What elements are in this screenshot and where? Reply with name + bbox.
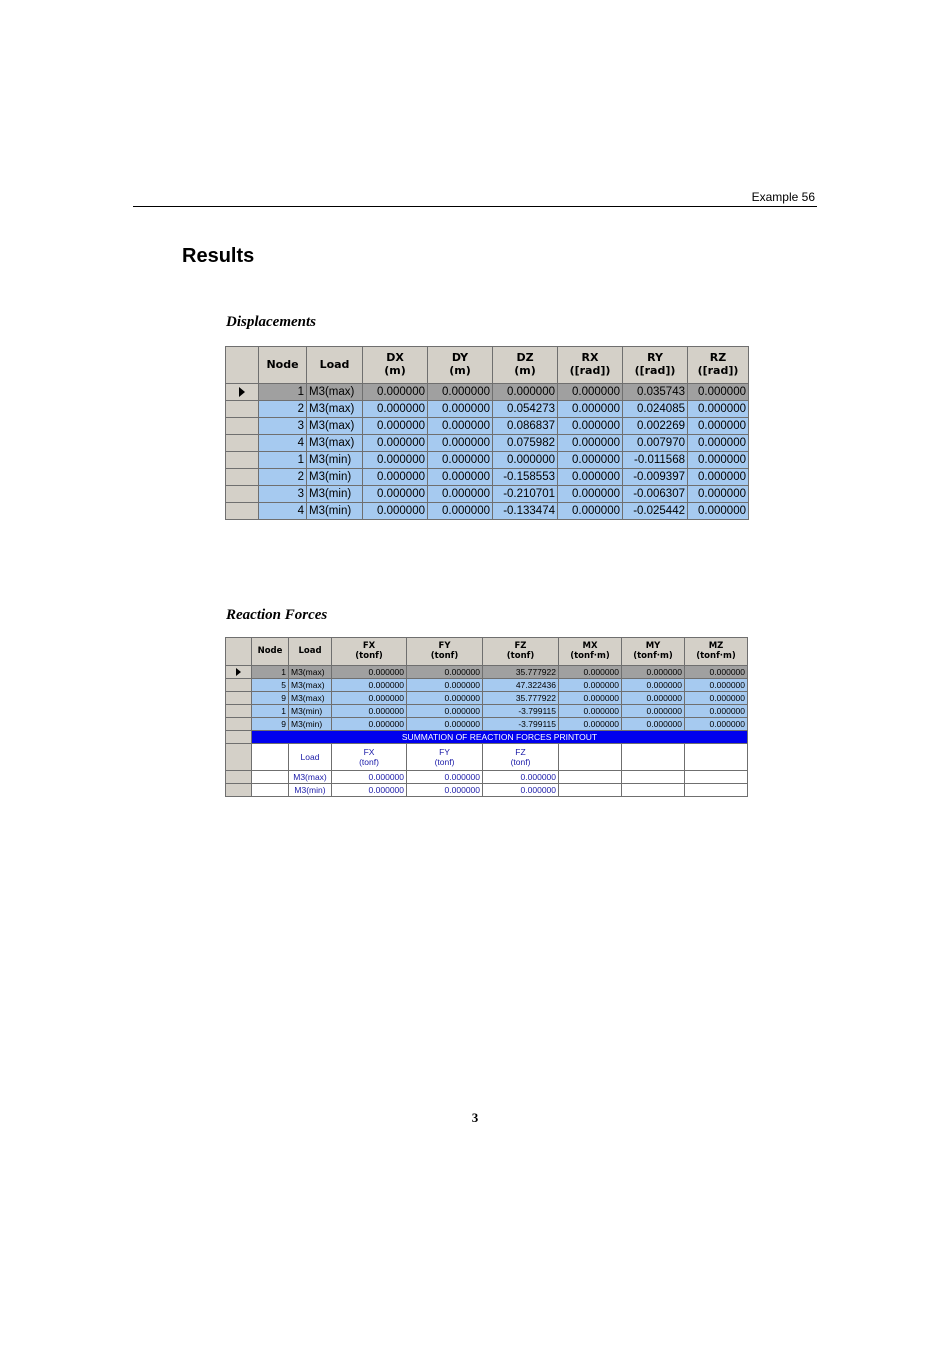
value-cell[interactable]: 0.054273 <box>493 401 558 418</box>
summation-header-line1: Load <box>300 751 320 762</box>
value-cell[interactable]: 0.000000 <box>622 718 685 731</box>
column-header[interactable]: RZ ([rad]) <box>688 347 749 384</box>
column-header[interactable]: DX (m) <box>363 347 428 384</box>
node-cell[interactable]: 9 <box>252 692 289 705</box>
empty-cell <box>622 771 685 784</box>
value-cell[interactable]: 0.000000 <box>428 401 493 418</box>
row-selector[interactable] <box>226 469 259 486</box>
row-selector[interactable] <box>226 771 252 784</box>
node-cell[interactable]: 2 <box>259 401 307 418</box>
load-cell[interactable]: M3(max) <box>289 666 332 679</box>
table-row[interactable] <box>226 435 749 452</box>
table-row[interactable] <box>226 452 749 469</box>
summation-load-cell[interactable]: M3(max) <box>289 771 332 784</box>
empty-cell <box>622 784 685 797</box>
table-row[interactable] <box>226 486 749 503</box>
row-selector-header[interactable] <box>226 347 259 384</box>
displacements-caption: Displacements <box>226 314 316 330</box>
displacements-table <box>225 346 749 520</box>
load-cell[interactable]: M3(min) <box>307 469 363 486</box>
row-selector[interactable] <box>226 503 259 520</box>
value-cell[interactable]: 0.000000 <box>363 486 428 503</box>
current-row-arrow-icon <box>236 668 241 676</box>
table-row[interactable] <box>226 384 749 401</box>
node-cell[interactable]: 3 <box>259 486 307 503</box>
node-cell[interactable]: 9 <box>252 718 289 731</box>
table-row[interactable] <box>226 718 748 731</box>
value-cell[interactable]: 0.000000 <box>685 679 748 692</box>
column-header[interactable]: Load <box>289 638 332 666</box>
current-row-selector[interactable] <box>226 384 259 401</box>
empty-cell <box>559 744 622 771</box>
load-cell[interactable]: M3(min) <box>289 718 332 731</box>
value-cell[interactable]: -0.133474 <box>493 503 558 520</box>
row-selector[interactable] <box>226 692 252 705</box>
row-selector[interactable] <box>226 418 259 435</box>
empty-cell <box>559 784 622 797</box>
value-cell[interactable]: 0.000000 <box>363 503 428 520</box>
summation-banner: SUMMATION OF REACTION FORCES PRINTOUT <box>252 731 748 744</box>
value-cell[interactable]: 0.000000 <box>685 718 748 731</box>
value-cell[interactable]: 0.000000 <box>407 692 483 705</box>
value-cell[interactable]: 0.086837 <box>493 418 558 435</box>
value-cell[interactable]: 0.000000 <box>363 384 428 401</box>
value-cell[interactable]: 0.000000 <box>558 401 623 418</box>
value-cell[interactable]: 0.000000 <box>428 384 493 401</box>
value-cell[interactable]: 0.000000 <box>622 705 685 718</box>
value-cell[interactable]: 0.000000 <box>407 679 483 692</box>
value-cell[interactable]: 0.000000 <box>559 718 622 731</box>
value-cell[interactable]: 0.000000 <box>688 384 749 401</box>
column-header[interactable]: MY (tonf·m) <box>622 638 685 666</box>
value-cell[interactable]: 0.000000 <box>428 418 493 435</box>
column-header[interactable]: RX ([rad]) <box>558 347 623 384</box>
table-row[interactable] <box>226 418 749 435</box>
value-cell[interactable]: 0.000000 <box>685 666 748 679</box>
row-selector[interactable] <box>226 718 252 731</box>
value-cell[interactable]: 0.000000 <box>688 435 749 452</box>
value-cell[interactable]: 0.000000 <box>332 679 407 692</box>
summation-column-header <box>332 744 407 771</box>
summation-load-cell[interactable]: M3(min) <box>289 784 332 797</box>
empty-cell <box>685 784 748 797</box>
table-row[interactable] <box>226 469 749 486</box>
summation-value-cell[interactable]: 0.000000 <box>332 771 407 784</box>
summation-value-cell[interactable]: 0.000000 <box>483 771 559 784</box>
summation-row[interactable] <box>226 784 748 797</box>
row-selector[interactable] <box>226 452 259 469</box>
row-selector-header[interactable] <box>226 638 252 666</box>
current-row-selector[interactable] <box>226 666 252 679</box>
summation-banner-row <box>226 731 748 744</box>
load-cell[interactable]: M3(max) <box>307 401 363 418</box>
summation-header-line2: (tonf) <box>359 757 379 767</box>
section-title: Results <box>182 245 255 267</box>
value-cell[interactable]: 47.322436 <box>483 679 559 692</box>
current-row-arrow-icon <box>239 387 245 397</box>
node-cell[interactable]: 1 <box>252 705 289 718</box>
row-selector[interactable] <box>226 784 252 797</box>
value-cell[interactable]: 0.000000 <box>428 452 493 469</box>
value-cell[interactable]: 0.000000 <box>428 486 493 503</box>
value-cell[interactable]: 0.000000 <box>558 486 623 503</box>
row-selector[interactable] <box>226 679 252 692</box>
value-cell[interactable]: 0.000000 <box>332 705 407 718</box>
value-cell[interactable]: 0.000000 <box>688 452 749 469</box>
empty-cell <box>685 744 748 771</box>
value-cell[interactable]: 0.035743 <box>623 384 688 401</box>
value-cell[interactable]: 0.000000 <box>428 469 493 486</box>
summation-header-row <box>226 744 748 771</box>
summation-header-line2: (tonf) <box>510 757 531 767</box>
empty-cell <box>252 784 289 797</box>
value-cell[interactable]: 0.000000 <box>407 718 483 731</box>
value-cell[interactable]: 0.000000 <box>332 666 407 679</box>
value-cell[interactable]: -0.011568 <box>623 452 688 469</box>
value-cell[interactable]: 0.000000 <box>407 705 483 718</box>
summation-header-line1: FZ <box>515 746 526 757</box>
running-header: Example 56 <box>751 190 815 204</box>
row-selector[interactable] <box>226 401 259 418</box>
value-cell[interactable]: -3.799115 <box>483 705 559 718</box>
value-cell[interactable]: 0.000000 <box>363 418 428 435</box>
header-rule <box>133 206 817 207</box>
table-row[interactable] <box>226 503 749 520</box>
value-cell[interactable]: 0.002269 <box>623 418 688 435</box>
value-cell[interactable]: 0.000000 <box>493 384 558 401</box>
summation-value-cell[interactable]: 0.000000 <box>407 784 483 797</box>
load-cell[interactable]: M3(min) <box>307 452 363 469</box>
value-cell[interactable]: 0.000000 <box>622 679 685 692</box>
value-cell[interactable]: -3.799115 <box>483 718 559 731</box>
value-cell[interactable]: -0.009397 <box>623 469 688 486</box>
load-cell[interactable]: M3(min) <box>307 486 363 503</box>
column-header[interactable]: Node <box>259 347 307 384</box>
value-cell[interactable]: 0.000000 <box>685 692 748 705</box>
value-cell[interactable]: 0.000000 <box>558 384 623 401</box>
column-header[interactable]: Load <box>307 347 363 384</box>
table-row[interactable] <box>226 705 748 718</box>
value-cell[interactable]: 0.000000 <box>558 452 623 469</box>
value-cell[interactable]: 0.000000 <box>622 692 685 705</box>
node-cell[interactable]: 1 <box>259 452 307 469</box>
summation-value-cell[interactable]: 0.000000 <box>407 771 483 784</box>
displacements-header-row <box>226 347 749 384</box>
column-header[interactable]: MX (tonf·m) <box>559 638 622 666</box>
node-cell[interactable]: 4 <box>259 503 307 520</box>
node-cell[interactable]: 4 <box>259 435 307 452</box>
value-cell[interactable]: 0.075982 <box>493 435 558 452</box>
summation-row[interactable] <box>226 771 748 784</box>
row-selector[interactable] <box>226 744 252 771</box>
table-row[interactable] <box>226 401 749 418</box>
value-cell[interactable]: 0.000000 <box>363 401 428 418</box>
value-cell[interactable]: 35.777922 <box>483 692 559 705</box>
empty-cell <box>252 744 289 771</box>
value-cell[interactable]: 0.000000 <box>363 435 428 452</box>
load-cell[interactable]: M3(max) <box>289 692 332 705</box>
reaction-forces-caption: Reaction Forces <box>226 607 328 623</box>
column-header[interactable]: Node <box>252 638 289 666</box>
value-cell[interactable]: -0.025442 <box>623 503 688 520</box>
column-header[interactable]: DY (m) <box>428 347 493 384</box>
node-cell[interactable]: 1 <box>252 666 289 679</box>
empty-cell <box>685 771 748 784</box>
summation-header-line1: FY <box>439 746 450 757</box>
value-cell[interactable]: -0.006307 <box>623 486 688 503</box>
value-cell[interactable]: 0.000000 <box>363 452 428 469</box>
value-cell[interactable]: -0.210701 <box>493 486 558 503</box>
summation-column-header <box>289 744 332 771</box>
value-cell[interactable]: -0.158553 <box>493 469 558 486</box>
node-cell[interactable]: 3 <box>259 418 307 435</box>
row-selector[interactable] <box>226 705 252 718</box>
value-cell[interactable]: 0.007970 <box>623 435 688 452</box>
row-selector[interactable] <box>226 486 259 503</box>
summation-column-header <box>483 744 559 771</box>
value-cell[interactable]: 0.000000 <box>688 503 749 520</box>
value-cell[interactable]: 0.000000 <box>559 679 622 692</box>
summation-header-line2: (tonf) <box>434 757 455 767</box>
value-cell[interactable]: 0.000000 <box>688 469 749 486</box>
row-selector[interactable] <box>226 731 252 744</box>
value-cell[interactable]: 0.000000 <box>493 452 558 469</box>
value-cell[interactable]: 0.000000 <box>559 666 622 679</box>
summation-column-header <box>407 744 483 771</box>
load-cell[interactable]: M3(max) <box>289 679 332 692</box>
column-header[interactable]: DZ (m) <box>493 347 558 384</box>
value-cell[interactable]: 0.000000 <box>688 486 749 503</box>
reaction-forces-table <box>225 637 748 797</box>
column-header[interactable]: FZ (tonf) <box>483 638 559 666</box>
value-cell[interactable]: 0.000000 <box>558 435 623 452</box>
value-cell[interactable]: 0.000000 <box>559 705 622 718</box>
value-cell[interactable]: 0.000000 <box>332 718 407 731</box>
value-cell[interactable]: 35.777922 <box>483 666 559 679</box>
summation-value-cell[interactable]: 0.000000 <box>332 784 407 797</box>
value-cell[interactable]: 0.000000 <box>688 418 749 435</box>
table-row[interactable] <box>226 692 748 705</box>
node-cell[interactable]: 2 <box>259 469 307 486</box>
empty-cell <box>252 771 289 784</box>
load-cell[interactable]: M3(max) <box>307 418 363 435</box>
value-cell[interactable]: 0.000000 <box>428 435 493 452</box>
value-cell[interactable]: 0.000000 <box>363 469 428 486</box>
node-cell[interactable]: 5 <box>252 679 289 692</box>
value-cell[interactable]: 0.024085 <box>623 401 688 418</box>
column-header[interactable]: MZ (tonf·m) <box>685 638 748 666</box>
load-cell[interactable]: M3(min) <box>307 503 363 520</box>
summation-header-line1: FX <box>363 746 375 757</box>
value-cell[interactable]: 0.000000 <box>688 401 749 418</box>
column-header[interactable]: FX (tonf) <box>332 638 407 666</box>
value-cell[interactable]: 0.000000 <box>685 705 748 718</box>
load-cell[interactable]: M3(min) <box>289 705 332 718</box>
value-cell[interactable]: 0.000000 <box>559 692 622 705</box>
value-cell[interactable]: 0.000000 <box>558 469 623 486</box>
load-cell[interactable]: M3(max) <box>307 384 363 401</box>
node-cell[interactable]: 1 <box>259 384 307 401</box>
value-cell[interactable]: 0.000000 <box>622 666 685 679</box>
value-cell[interactable]: 0.000000 <box>407 666 483 679</box>
value-cell[interactable]: 0.000000 <box>332 692 407 705</box>
value-cell[interactable]: 0.000000 <box>428 503 493 520</box>
summation-value-cell[interactable]: 0.000000 <box>483 784 559 797</box>
value-cell[interactable]: 0.000000 <box>558 503 623 520</box>
empty-cell <box>559 771 622 784</box>
table-row[interactable] <box>226 666 748 679</box>
load-cell[interactable]: M3(max) <box>307 435 363 452</box>
empty-cell <box>622 744 685 771</box>
value-cell[interactable]: 0.000000 <box>558 418 623 435</box>
page-number: 3 <box>471 1110 479 1125</box>
reaction-forces-header-row <box>226 638 748 666</box>
column-header[interactable]: FY (tonf) <box>407 638 483 666</box>
row-selector[interactable] <box>226 435 259 452</box>
column-header[interactable]: RY ([rad]) <box>623 347 688 384</box>
table-row[interactable] <box>226 679 748 692</box>
